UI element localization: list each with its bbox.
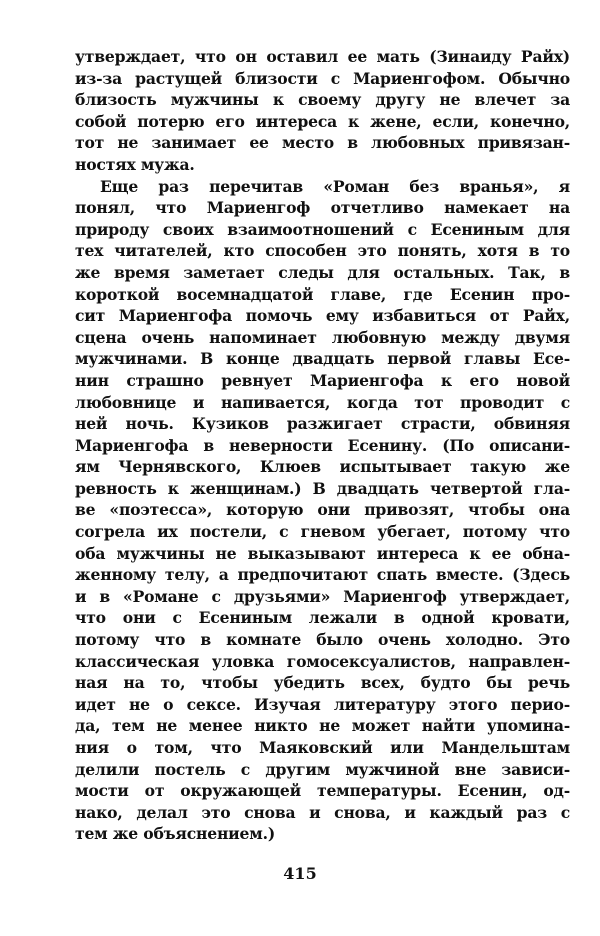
text-line: Еще раз перечитав «Роман без вранья», я: [100, 176, 570, 196]
text-line: идет не о сексе. Изучая литературу этого перио-: [75, 694, 570, 714]
text-line: короткой восемнадцатой главе, где Есенин про-: [75, 284, 570, 304]
text-line: собой потерю его интереса к жене, если, конечно,: [75, 111, 570, 131]
text-line: да, тем не менее никто не может найти упомина-: [75, 716, 570, 736]
text-line: женному телу, а предпочитают спать вместе. (Здесь: [75, 565, 570, 585]
text-line: тем же объяснением.): [75, 824, 276, 844]
text-line: мужчинами. В конце двадцать первой главы Есе-: [75, 349, 570, 369]
text-line: нин страшно ревнует Мариенгофа к его новой: [75, 370, 570, 390]
text-line: из-за растущей близости с Мариенгофом. Обычно: [75, 68, 570, 88]
text-line: ве «поэтесса», которую они привозят, чтобы она: [75, 500, 570, 520]
text-line: ревность к женщинам.) В двадцать четвертой гла-: [75, 478, 570, 498]
text-line: мости от окружающей температуры. Есенин, од-: [75, 781, 570, 801]
paragraph: [75, 176, 570, 845]
text-line: ния о том, что Маяковский или Мандельштам: [75, 738, 570, 757]
page-body: [75, 46, 570, 845]
text-line: что они с Есениным лежали в одной кровати,: [75, 608, 570, 628]
text-line: тот не занимает ее место в любовных привязан-: [75, 133, 570, 153]
text-line: ней ночь. Кузиков разжигает страсти, обвиняя: [75, 414, 570, 434]
text-line: тех читателей, кто способен это понять, хотя в то: [75, 241, 570, 261]
text-line: классическая уловка гомосексуалистов, направлен-: [75, 651, 570, 671]
text-line: оба мужчины не выказывают интереса к ее обна-: [75, 543, 570, 563]
text-line: Мариенгофа в неверности Есенину. (По описани-: [75, 435, 570, 455]
text-line: ная на то, чтобы убедить всех, будто бы речь: [75, 673, 570, 693]
text-line: ностях мужа.: [75, 154, 195, 174]
text-line: нако, делал это снова и снова, и каждый раз с: [75, 802, 570, 822]
text-line: любовнице и напивается, когда тот проводит с: [75, 392, 570, 412]
text-line: утверждает, что он оставил ее мать (Зинаиду Райх): [75, 47, 570, 66]
text-line: ям Чернявского, Клюев испытывает такую же: [75, 457, 570, 477]
text-line: сцена очень напоминает любовную между двумя: [75, 327, 570, 347]
text-line: природу своих взаимоотношений с Есениным для: [75, 219, 570, 239]
text-line: потому что в комнате было очень холодно. Это: [75, 630, 570, 650]
text-line: согрела их постели, с гневом убегает, потому что: [75, 522, 570, 542]
text-line: делили постель с другим мужчиной вне зависи-: [75, 759, 570, 779]
text-line: понял, что Мариенгоф отчетливо намекает на: [75, 198, 570, 218]
paragraph: [75, 46, 570, 176]
text-line: близость мужчины к своему другу не влечет за: [75, 90, 570, 110]
text-line: сит Мариенгофа помочь ему избавиться от Райх,: [75, 306, 570, 326]
page-number: 415: [283, 864, 317, 883]
text-line: же время заметает следы для остальных. Так, в: [75, 262, 570, 282]
text-line: и в «Романе с друзьями» Мариенгоф утверждает,: [75, 586, 570, 606]
